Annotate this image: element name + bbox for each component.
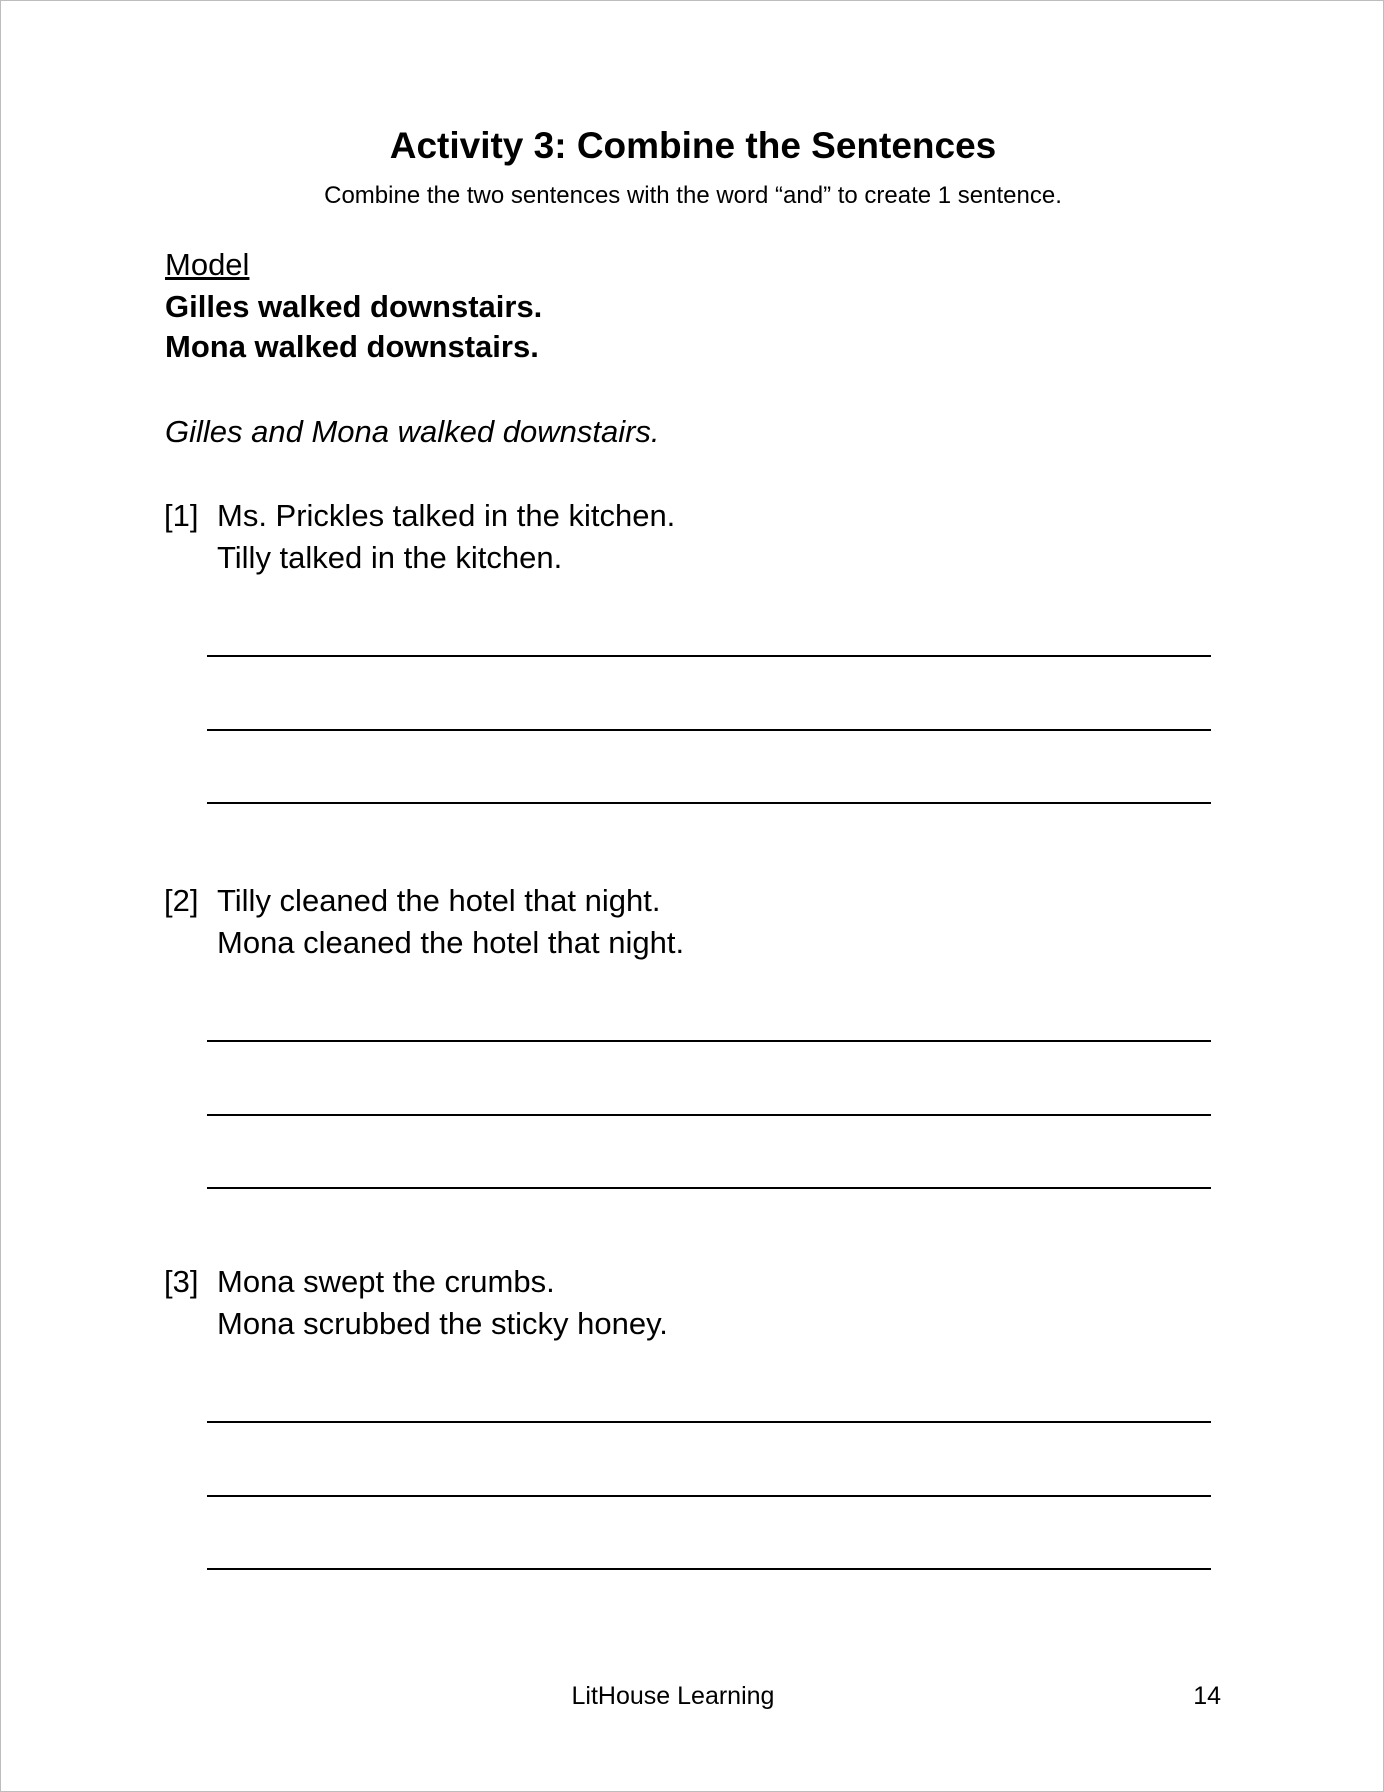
page-number: 14 bbox=[1193, 1682, 1221, 1710]
question-1-number: [1] bbox=[164, 498, 199, 533]
question-3-sentence-1: Mona swept the crumbs. bbox=[217, 1264, 555, 1299]
model-answer: Gilles and Mona walked downstairs. bbox=[165, 414, 660, 449]
question-2-answer-line-3[interactable] bbox=[207, 1187, 1211, 1189]
model-sentence-2: Mona walked downstairs. bbox=[165, 329, 539, 364]
question-2-sentence-1: Tilly cleaned the hotel that night. bbox=[217, 883, 661, 918]
instructions: Combine the two sentences with the word “and” to create 1 sentence. bbox=[324, 182, 1062, 209]
question-1-answer-line-1[interactable] bbox=[207, 655, 1211, 657]
page-title: Activity 3: Combine the Sentences bbox=[389, 125, 997, 166]
question-2-answer-line-2[interactable] bbox=[207, 1114, 1211, 1116]
question-1-sentence-1: Ms. Prickles talked in the kitchen. bbox=[217, 498, 676, 533]
question-2-sentence-2: Mona cleaned the hotel that night. bbox=[217, 925, 685, 960]
question-3-answer-line-3[interactable] bbox=[207, 1568, 1211, 1570]
question-2-number: [2] bbox=[164, 883, 199, 918]
footer-brand: LitHouse Learning bbox=[571, 1682, 775, 1710]
question-1-answer-line-2[interactable] bbox=[207, 729, 1211, 731]
model-sentence-1: Gilles walked downstairs. bbox=[165, 289, 543, 324]
question-2-answer-line-1[interactable] bbox=[207, 1040, 1211, 1042]
question-3-answer-line-1[interactable] bbox=[207, 1421, 1211, 1423]
question-3-number: [3] bbox=[164, 1264, 199, 1299]
question-1-answer-line-3[interactable] bbox=[207, 802, 1211, 804]
question-3-answer-line-2[interactable] bbox=[207, 1495, 1211, 1497]
question-1-sentence-2: Tilly talked in the kitchen. bbox=[217, 540, 563, 575]
question-3-sentence-2: Mona scrubbed the sticky honey. bbox=[217, 1306, 668, 1341]
model-heading: Model bbox=[165, 247, 250, 282]
